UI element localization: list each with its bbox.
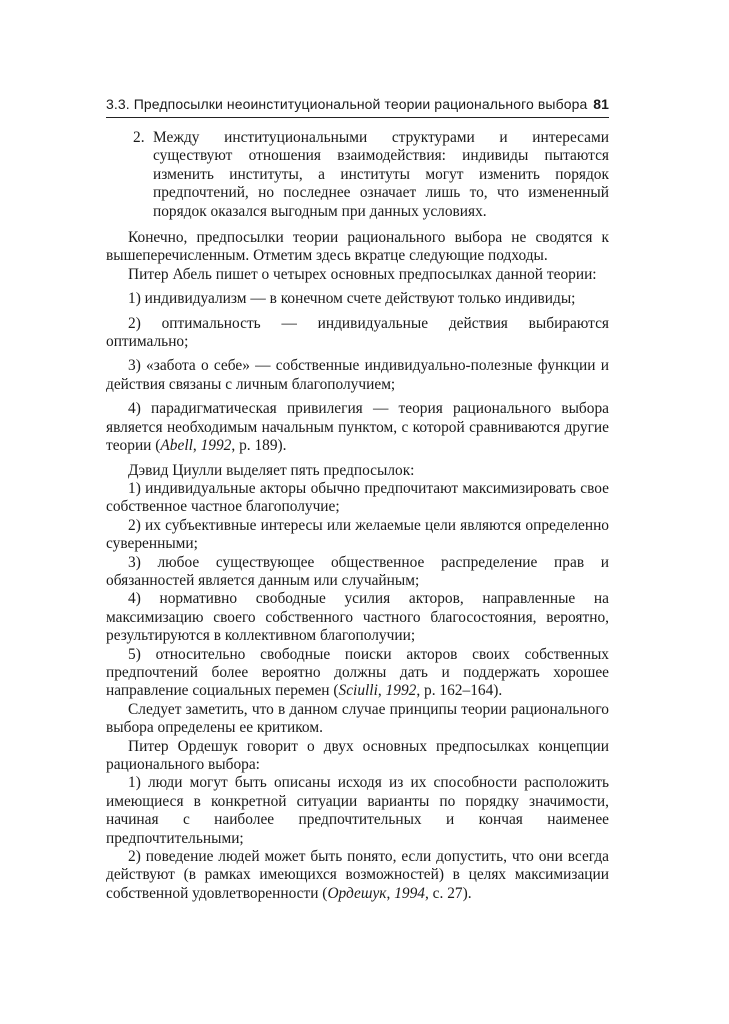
abell-premise-1: 1) индивидуализм — в конечном счете действуют только индивиды; bbox=[128, 290, 576, 308]
list-text: Между институциональными структурами и интересами существуют отношения взаимодействия: индивиды пытаются изменить институты, а институты могут изменить порядок предпочтений, но последнее означает лишь то, что измененный порядок оказался выгодным при данных условиях. bbox=[153, 129, 609, 220]
ordeshuk-premise-1: 1) люди могут быть описаны исходя из их способности расположить имеющиеся в конкретной ситуации варианты по порядку значимости, начиная с наиболее предпочтительных и кончая наименее предпочтительными; bbox=[106, 774, 609, 847]
sciulli-premise-2: 2) их субъективные интересы или желаемые цели являются определенно суверенными; bbox=[106, 516, 609, 553]
main-text bbox=[106, 129, 609, 903]
header-rule bbox=[106, 117, 609, 118]
citation-year: 1992 bbox=[200, 437, 232, 455]
section-title: 3.3. Предпосылки неоинституциональной теории рационального выбора bbox=[106, 96, 588, 112]
paragraph: Питер Абель пишет о четырех основных предпосылках данной теории: bbox=[128, 265, 597, 283]
list-number: 2. bbox=[133, 129, 145, 146]
citation-year: 1992 bbox=[385, 682, 417, 700]
sciulli-premise-4: 4) нормативно свободные усилия акторов, направленные на максимизацию своего собственного частного благосостояния, вероятно, результируются в коллективном благополучии; bbox=[106, 590, 609, 645]
running-header bbox=[106, 96, 609, 112]
paragraph: Следует заметить, что в данном случае принципы теории рационального выбора определены ее критиком. bbox=[106, 700, 609, 737]
sciulli-premise-1: 1) индивидуальные акторы обычно предпочитают максимизировать свое собственное частное благополучие; bbox=[106, 479, 609, 516]
page-number: 81 bbox=[593, 96, 609, 112]
citation-author: Ордешук bbox=[327, 884, 387, 902]
paragraph: Конечно, предпосылки теории рационального выбора не сводятся к вышеперечисленным. Отметим здесь вкратце следующие подходы. bbox=[106, 229, 609, 265]
sciulli-premise-3: 3) любое существующее общественное распределение прав и обязанностей является данным или случайным; bbox=[106, 553, 609, 589]
abell-premise-3: 3) «забота о себе» — собственные индивидуально-полезные функции и действия связаны с личным благополучием; bbox=[106, 357, 609, 393]
abell-premise-4: 4) парадигматическая привилегия — теория рационального выбора является необходимым начальным пунктом, с которой сравниваются другие теории (Abell, 1992, p. 189). bbox=[106, 400, 609, 455]
sciulli-premise-5: 5) относительно свободные поиски акторов своих собственных предпочтений более вероятно должны дать и поддержать хорошее направление социальных перемен (Sciulli, 1992, p. 162–164). bbox=[106, 645, 609, 700]
citation-author: Sciulli bbox=[338, 682, 378, 700]
paragraph: Дэвид Циулли выделяет пять предпосылок: bbox=[128, 461, 415, 479]
citation-author: Abell bbox=[160, 437, 193, 455]
citation-year: 1994 bbox=[394, 884, 425, 902]
ordeshuk-premise-2: 2) поведение людей может быть понято, если допустить, что они всегда действуют (в рамках имеющихся возможностей) в целях максимизации собственной удовлетворенности (Ордешук, 1994, с. 27). bbox=[106, 848, 609, 902]
paragraph: Питер Ордешук говорит о двух основных предпосылках концепции рационального выбора: bbox=[106, 737, 609, 773]
abell-premise-2: 2) оптимальность — индивидуальные действия выбираются оптимально; bbox=[106, 314, 609, 351]
list-item-2 bbox=[133, 129, 609, 221]
